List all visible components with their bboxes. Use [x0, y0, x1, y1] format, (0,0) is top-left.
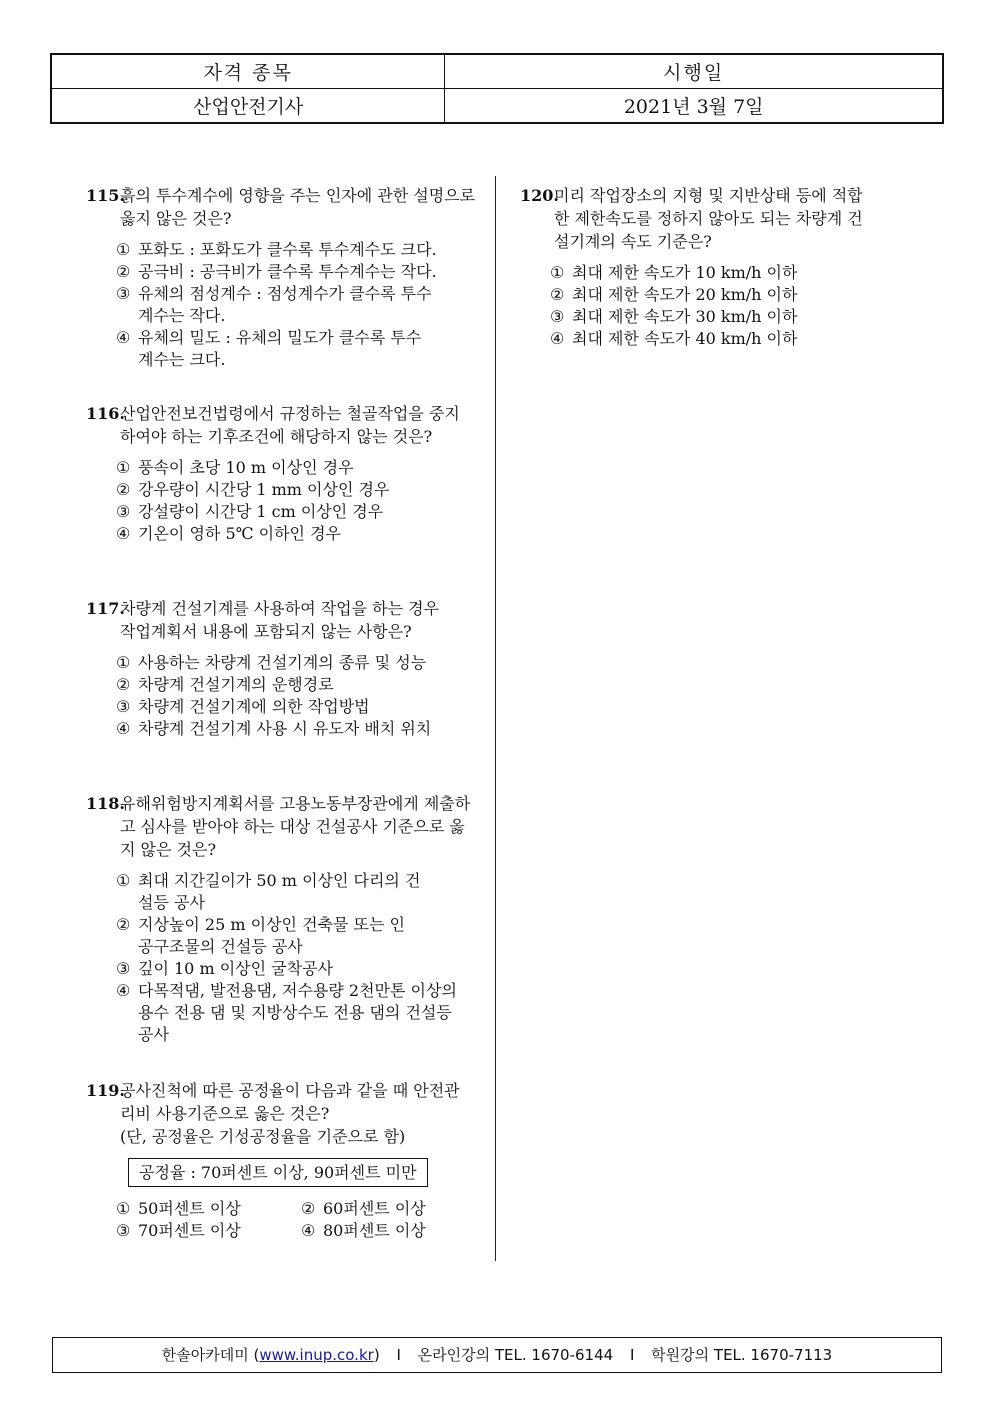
option: ① 사용하는 차량계 건설기계의 종류 및 성능 [116, 653, 427, 672]
option: ② 강우량이 시간당 1 mm 이상인 경우 [116, 480, 390, 499]
option: ③ 차량계 건설기계에 의한 작업방법 [116, 697, 370, 716]
option: ④ 최대 제한 속도가 40 km/h 이하 [550, 329, 798, 348]
question-text: 공사진척에 따른 공정율이 다음과 같을 때 안전관리비 사용기준으로 옳은 것은? [120, 1081, 460, 1123]
option: ① 최대 제한 속도가 10 km/h 이하 [550, 263, 798, 282]
question-115 [86, 184, 481, 371]
question-number: 118. [86, 794, 125, 813]
footer-academy: 한솔아카데미 [161, 1346, 249, 1364]
question-number: 116. [86, 404, 125, 423]
option: ① 50퍼센트 이상 [116, 1199, 241, 1218]
option: ① 풍속이 초당 10 m 이상인 경우 [116, 458, 354, 477]
header-label-date: 시행일 [445, 54, 943, 89]
condition-box: 공정율 : 70퍼센트 이상, 90퍼센트 미만 [128, 1158, 428, 1187]
option: ② 최대 제한 속도가 20 km/h 이하 [550, 285, 798, 304]
question-note: (단, 공정율은 기성공정율을 기준으로 함) [120, 1127, 406, 1146]
header-label-subject: 자격 종목 [51, 54, 445, 89]
question-120 [520, 184, 865, 350]
option: ③ 강설량이 시간당 1 cm 이상인 경우 [116, 502, 384, 521]
option: ② 차량계 건설기계의 운행경로 [116, 675, 334, 694]
footer-online: 온라인강의 TEL. 1670-6144 [417, 1346, 614, 1364]
question-number: 115. [86, 186, 125, 205]
question-119 [86, 1079, 471, 1242]
option: ③ 깊이 10 m 이상인 굴착공사 [116, 959, 333, 978]
option: ③ 70퍼센트 이상 [116, 1221, 241, 1240]
question-text: 흙의 투수계수에 영향을 주는 인자에 관한 설명으로 옳지 않은 것은? [120, 186, 476, 228]
option: ③ 최대 제한 속도가 30 km/h 이하 [550, 307, 798, 326]
question-117 [86, 597, 471, 740]
question-number: 120. [520, 186, 559, 205]
question-text: 미리 작업장소의 지형 및 지반상태 등에 적합한 제한속도를 정하지 않아도 되는 차량계 건설기계의 속도 기준은? [554, 186, 863, 251]
footer: 한솔아카데미 (www.inup.co.kr) I 온라인강의 TEL. 1670-6144 I 학원강의 TEL. 1670-7113 [52, 1337, 942, 1373]
question-text: 차량계 건설기계를 사용하여 작업을 하는 경우 작업계획서 내용에 포함되지 않는 사항은? [120, 599, 440, 641]
option: ② 60퍼센트 이상 [301, 1199, 426, 1218]
question-text: 산업안전보건법령에서 규정하는 철골작업을 중지하여야 하는 기후조건에 해당하지 않는 것은? [120, 404, 460, 446]
option: ③ 유체의 점성계수 : 점성계수가 클수록 투수계수는 작다. [116, 284, 432, 325]
question-118 [86, 792, 471, 1046]
question-text: 유해위험방지계획서를 고용노동부장관에게 제출하고 심사를 받아야 하는 대상 건설공사 기준으로 옳지 않은 것은? [120, 794, 471, 859]
option: ④ 유체의 밀도 : 유체의 밀도가 클수록 투수계수는 크다. [116, 328, 422, 369]
footer-separator: I [629, 1346, 635, 1364]
option: ④ 다목적댐, 발전용댐, 저수용량 2천만톤 이상의 용수 전용 댐 및 지방상수도 전용 댐의 건설등 공사 [116, 981, 457, 1044]
option: ④ 차량계 건설기계 사용 시 유도자 배치 위치 [116, 719, 432, 738]
footer-offline: 학원강의 TEL. 1670-7113 [651, 1346, 833, 1364]
footer-separator: I [396, 1346, 401, 1364]
header-value-date: 2021년 3월 7일 [445, 89, 943, 124]
question-116 [86, 402, 466, 545]
header-value-subject: 산업안전기사 [51, 89, 445, 124]
footer-url-link[interactable]: www.inup.co.kr [259, 1346, 374, 1364]
option: ④ 80퍼센트 이상 [301, 1221, 426, 1240]
option: ① 포화도 : 포화도가 클수록 투수계수도 크다. [116, 240, 437, 259]
question-number: 117. [86, 599, 125, 618]
option: ② 지상높이 25 m 이상인 건축물 또는 인공구조물의 건설등 공사 [116, 915, 405, 956]
question-number: 119. [86, 1081, 125, 1100]
option: ② 공극비 : 공극비가 클수록 투수계수는 작다. [116, 262, 437, 281]
option: ① 최대 지간길이가 50 m 이상인 다리의 건설등 공사 [116, 871, 421, 912]
column-divider [495, 176, 496, 1261]
option: ④ 기온이 영하 5℃ 이하인 경우 [116, 524, 341, 543]
exam-header-table [50, 53, 944, 124]
